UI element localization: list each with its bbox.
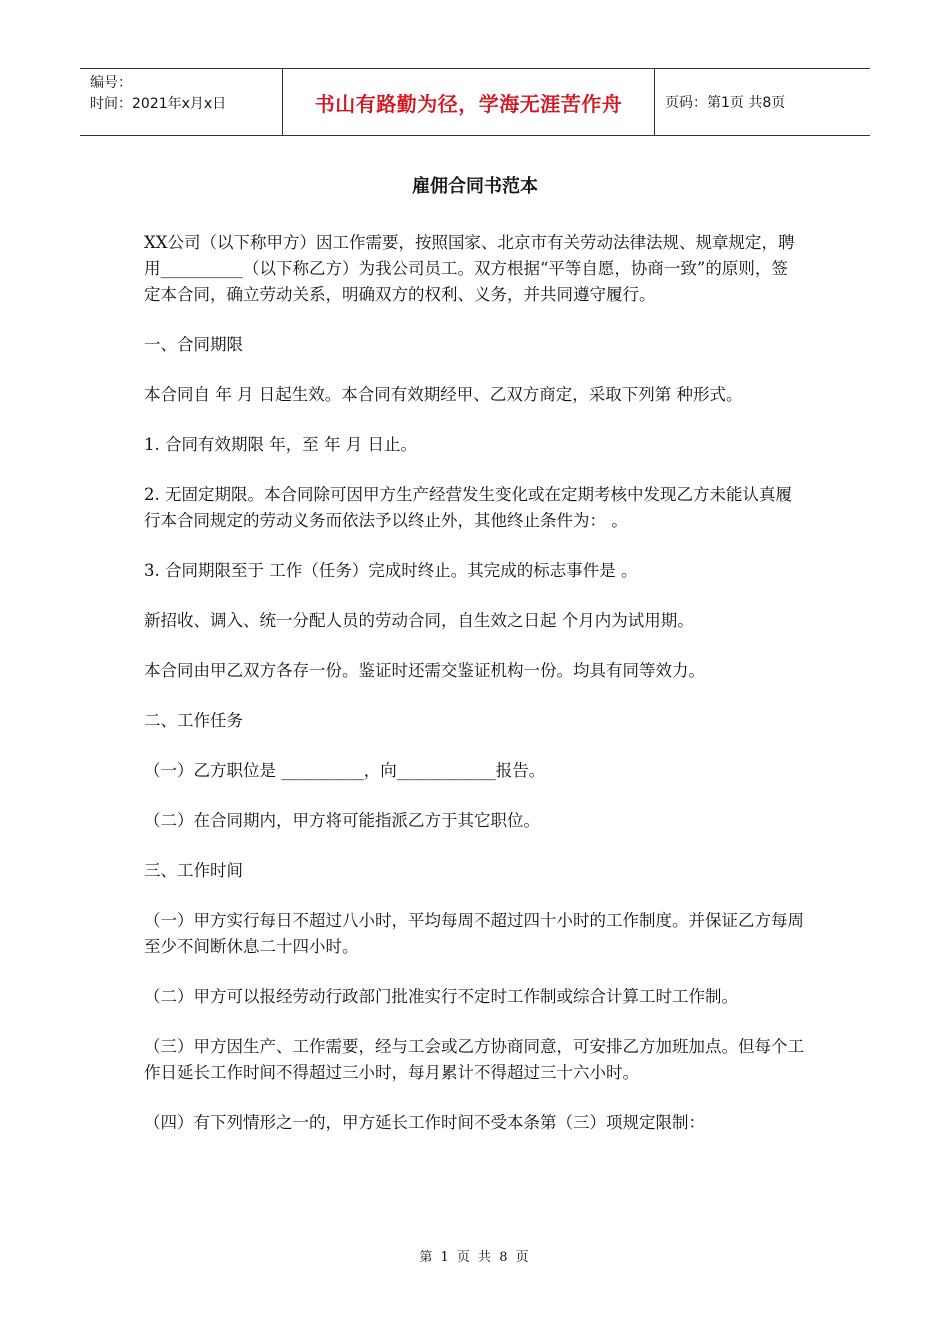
paragraph: （三）甲方因生产、工作需要，经与工会或乙方协商同意，可安排乙方加班加点。但每个工作日延长工作时间不得超过三小时，每月累计不得超过三十六小时。 <box>144 1037 804 1082</box>
paragraph: 2. 无固定期限。本合同除可因甲方生产经营发生变化或在定期考核中发现乙方未能认真履行本合同规定的劳动义务而依法予以终止外，其他终止条件为： 。 <box>144 485 792 530</box>
paragraph: （一）甲方实行每日不超过八小时，平均每周不超过四十小时的工作制度。并保证乙方每周至少不间断休息二十四小时。 <box>144 911 804 956</box>
paragraph: （二）在合同期内，甲方将可能指派乙方于其它职位。 <box>144 811 540 830</box>
section-heading-contract-term: 一、合同期限 <box>144 335 243 354</box>
document-body <box>144 230 804 1160</box>
document-title: 雇佣合同书范本 <box>412 176 538 197</box>
document-number-label: 编号： <box>90 75 132 91</box>
paragraph-intro: XX公司（以下称甲方）因工作需要，按照国家、北京市有关劳动法律法规、规章规定，聘用__________（以下称乙方）为我公司员工。双方根据“平等自愿，协商一致”的原则，签定本合同，确立劳动关系，明确双方的权利、义务，并共同遵守履行。 <box>144 233 795 304</box>
page-header <box>80 68 870 136</box>
header-info <box>80 69 282 135</box>
paragraph: 3. 合同期限至于 工作（任务）完成时终止。其完成的标志事件是 。 <box>144 561 638 580</box>
paragraph: 本合同由甲乙双方各存一份。鉴证时还需交鉴证机构一份。均具有同等效力。 <box>144 661 705 680</box>
paragraph: （一）乙方职位是 __________，向____________报告。 <box>144 761 546 780</box>
page-footer: 第 1 页 共 8 页 <box>419 1250 531 1265</box>
header-motto: 书山有路勤为径，学海无涯苦作舟 <box>282 69 655 135</box>
paragraph: 1. 合同有效期限 年，至 年 月 日止。 <box>144 435 417 454</box>
section-heading-working-hours: 三、工作时间 <box>144 861 243 880</box>
paragraph: 新招收、调入、统一分配人员的劳动合同，自生效之日起 个月内为试用期。 <box>144 611 694 630</box>
paragraph: （四）有下列情形之一的，甲方延长工作时间不受本条第（三）项规定限制： <box>144 1113 705 1132</box>
section-heading-work-tasks: 二、工作任务 <box>144 711 243 730</box>
paragraph: 本合同自 年 月 日起生效。本合同有效期经甲、乙双方商定，采取下列第 种形式。 <box>144 385 743 404</box>
document-date-label: 时间：2021年x月x日 <box>90 96 227 112</box>
header-page-code: 页码：第1页 共8页 <box>665 95 786 111</box>
paragraph: （二）甲方可以报经劳动行政部门批准实行不定时工作制或综合计算工时工作制。 <box>144 987 738 1006</box>
